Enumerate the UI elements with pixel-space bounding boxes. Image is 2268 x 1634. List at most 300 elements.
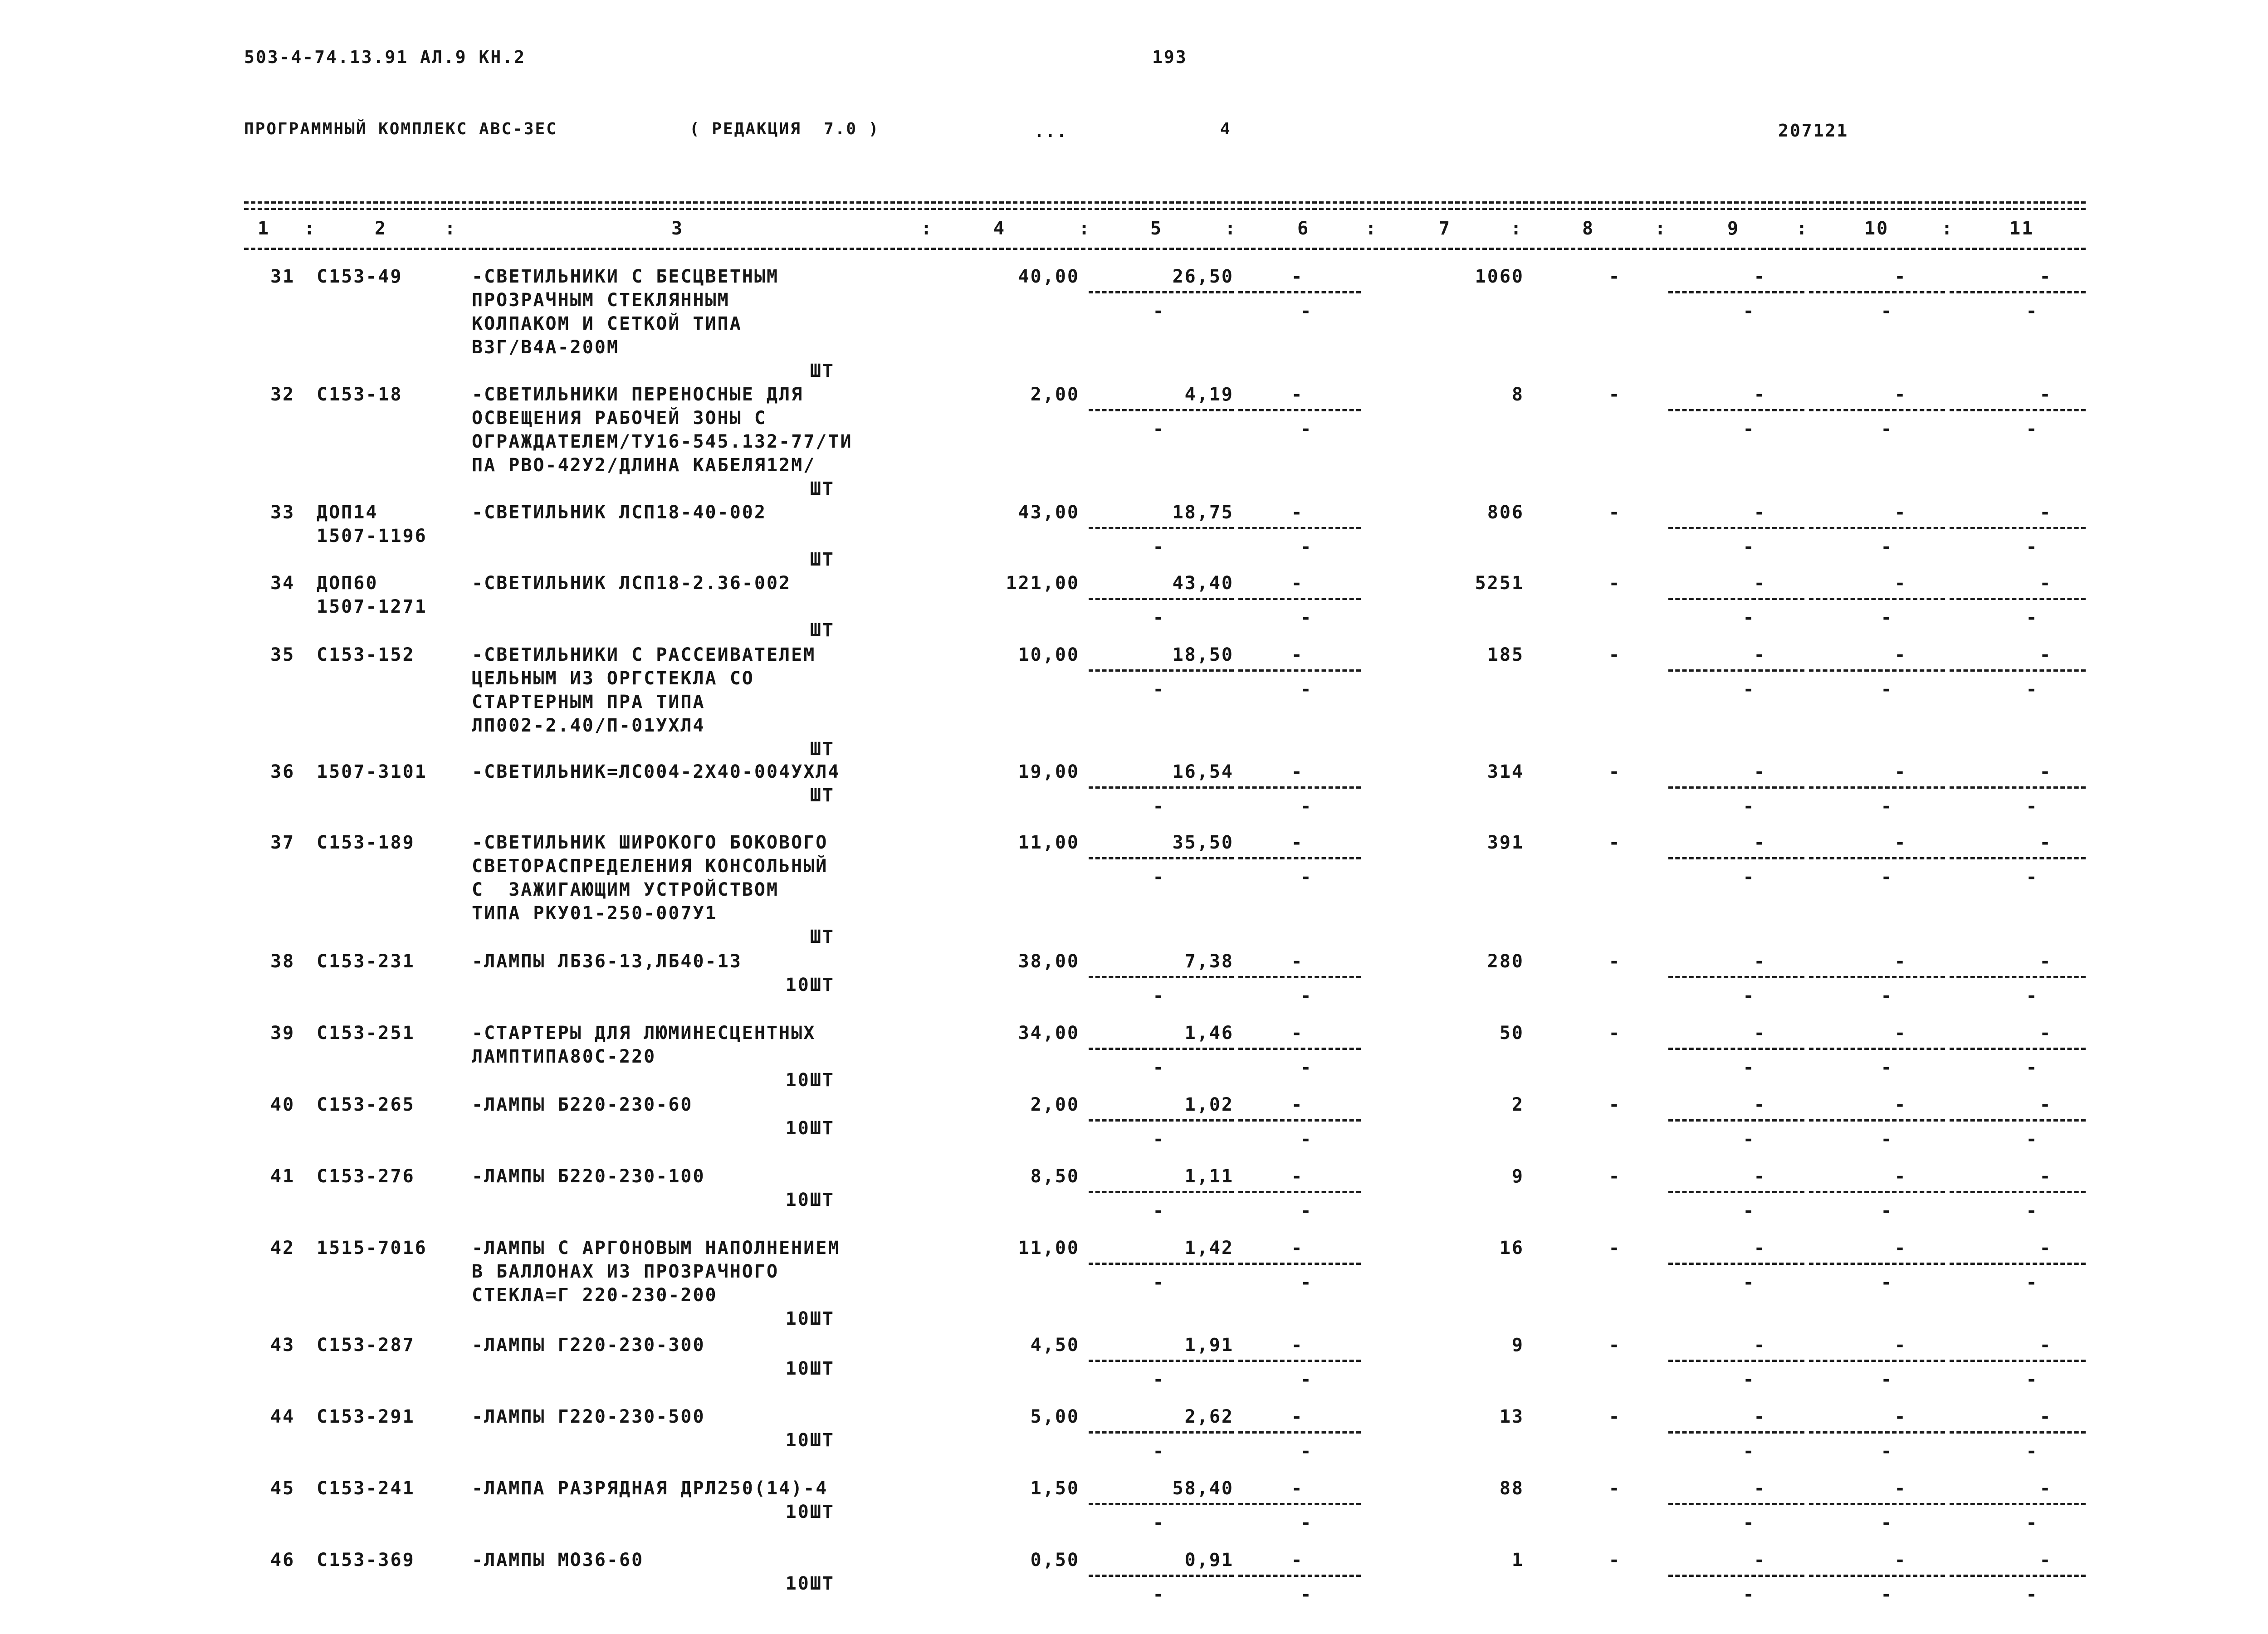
row-subvalue-dash: - (1153, 1057, 1165, 1078)
row-rule-col5 (1089, 1360, 1234, 1362)
row-col5-price: 1,91 (1184, 1335, 1234, 1356)
row-code: ДОП60 (317, 573, 378, 594)
row-subvalue-dash: - (1300, 607, 1313, 628)
row-subvalue-dash: - (1153, 1129, 1165, 1150)
row-col11: - (2039, 384, 2052, 405)
row-rule-col5 (1089, 1575, 1234, 1577)
row-description-line: -ЛАМПЫ Г220-230-300 (472, 1335, 705, 1356)
row-code: С153-241 (317, 1478, 415, 1499)
row-rule-col6 (1238, 1503, 1361, 1505)
row-unit: ШТ (810, 361, 835, 381)
row-col7-total: 8 (1511, 384, 1524, 405)
row-description-line: -ЛАМПЫ ЛБ36-13,ЛБ40-13 (472, 951, 742, 972)
row-subvalue-dash: - (1881, 985, 1893, 1006)
row-rule-col10 (1809, 857, 1945, 859)
row-code: С153-291 (317, 1406, 415, 1427)
row-subvalue-dash: - (1743, 1512, 1755, 1533)
row-col11: - (2039, 1478, 2052, 1499)
row-col8: - (1608, 1478, 1621, 1499)
document-code: 503-4-74.13.91 АЛ.9 КН.2 (244, 47, 526, 67)
row-col9: - (1754, 502, 1766, 523)
row-rule-col9 (1668, 976, 1804, 978)
row-rule-col10 (1809, 527, 1945, 529)
row-rule-col11 (1950, 1119, 2086, 1122)
row-subvalue-dash: - (2026, 1200, 2038, 1221)
row-rule-col5 (1089, 1191, 1234, 1193)
row-number: 41 (270, 1166, 295, 1187)
row-rule-col10 (1809, 409, 1945, 411)
row-subvalue-dash: - (1153, 301, 1165, 322)
row-col9: - (1754, 266, 1766, 287)
row-subvalue-dash: - (1300, 1200, 1313, 1221)
row-rule-col10 (1809, 786, 1945, 789)
row-subvalue-dash: - (1743, 1272, 1755, 1293)
row-col7-total: 391 (1487, 832, 1524, 853)
row-description-line: -СВЕТИЛЬНИК ШИРОКОГО БОКОВОГО (472, 832, 828, 853)
row-col4-qty: 38,00 (1018, 951, 1080, 972)
row-col4-qty: 121,00 (1006, 573, 1080, 594)
row-rule-col11 (1950, 1263, 2086, 1265)
row-col6: - (1291, 644, 1304, 665)
row-col10: - (1894, 832, 1907, 853)
row-subvalue-dash: - (2026, 1512, 2038, 1533)
row-col7-total: 9 (1511, 1335, 1524, 1356)
program-edition: ( РЕДАКЦИЯ 7.0 ) (689, 120, 880, 138)
row-subvalue-dash: - (1881, 796, 1893, 817)
row-col6: - (1291, 1166, 1304, 1187)
row-number: 37 (270, 832, 295, 853)
row-subvalue-dash: - (1300, 419, 1313, 439)
row-rule-col6 (1238, 669, 1361, 672)
row-description-line: ЛП002-2.40/П-01УХЛ4 (472, 715, 705, 736)
row-subvalue-dash: - (1881, 1129, 1893, 1150)
row-col9: - (1754, 1023, 1766, 1044)
row-description-line: -СТАРТЕРЫ ДЛЯ ЛЮМИНЕСЦЕНТНЫХ (472, 1023, 816, 1044)
row-description-line: -СВЕТИЛЬНИКИ С РАССЕИВАТЕЛЕМ (472, 644, 816, 665)
row-code: С153-369 (317, 1550, 415, 1571)
row-rule-col5 (1089, 1119, 1234, 1122)
column-separator: : (1079, 218, 1091, 239)
row-subvalue-dash: - (1881, 679, 1893, 700)
row-subvalue-dash: - (1881, 1057, 1893, 1078)
row-col7-total: 1 (1511, 1550, 1524, 1571)
row-description-line: СТАРТЕРНЫМ ПРА ТИПА (472, 692, 705, 712)
row-rule-col9 (1668, 1575, 1804, 1577)
row-col8: - (1608, 384, 1621, 405)
row-subvalue-dash: - (1300, 537, 1313, 557)
row-col4-qty: 4,50 (1030, 1335, 1080, 1356)
row-rule-col10 (1809, 1503, 1945, 1505)
row-col11: - (2039, 266, 2052, 287)
row-code-secondary: 1507-1196 (317, 526, 427, 546)
row-col9: - (1754, 1335, 1766, 1356)
row-col9: - (1754, 1094, 1766, 1115)
row-number: 46 (270, 1550, 295, 1571)
row-col5-price: 18,50 (1172, 644, 1234, 665)
row-rule-col10 (1809, 1360, 1945, 1362)
row-subvalue-dash: - (2026, 1584, 2038, 1605)
row-rule-col10 (1809, 1191, 1945, 1193)
row-description-line: -СВЕТИЛЬНИК=ЛС004-2Х40-004УХЛ4 (472, 761, 841, 782)
row-rule-col6 (1238, 1048, 1361, 1050)
row-subvalue-dash: - (2026, 1441, 2038, 1462)
row-subvalue-dash: - (1153, 1512, 1165, 1533)
row-col7-total: 2 (1511, 1094, 1524, 1115)
row-description-line: -ЛАМПЫ МО36-60 (472, 1550, 644, 1571)
program-name: ПРОГРАММНЫЙ КОМПЛЕКС АВС-3ЕС (244, 120, 557, 138)
column-number: 4 (993, 218, 1006, 239)
row-subvalue-dash: - (1153, 796, 1165, 817)
row-col8: - (1608, 1023, 1621, 1044)
row-unit: ШТ (810, 549, 835, 570)
header-dots: ... (1034, 122, 1068, 141)
row-col10: - (1894, 644, 1907, 665)
row-subvalue-dash: - (1300, 1584, 1313, 1605)
row-subvalue-dash: - (1743, 419, 1755, 439)
row-rule-col11 (1950, 1360, 2086, 1362)
row-col4-qty: 40,00 (1018, 266, 1080, 287)
row-col8: - (1608, 1406, 1621, 1427)
column-number: 10 (1864, 218, 1889, 239)
row-subvalue-dash: - (1300, 867, 1313, 888)
row-col5-price: 35,50 (1172, 832, 1234, 853)
row-col6: - (1291, 266, 1304, 287)
row-col9: - (1754, 644, 1766, 665)
row-rule-col6 (1238, 1119, 1361, 1122)
row-rule-col10 (1809, 1119, 1945, 1122)
row-number: 42 (270, 1238, 295, 1258)
row-unit: ШТ (810, 620, 835, 641)
row-rule-col6 (1238, 1575, 1361, 1577)
row-rule-col9 (1668, 527, 1804, 529)
row-col5-price: 1,11 (1184, 1166, 1234, 1187)
row-col6: - (1291, 1478, 1304, 1499)
column-separator: : (1510, 218, 1523, 239)
row-col10: - (1894, 1406, 1907, 1427)
column-number: 9 (1727, 218, 1740, 239)
row-code: С153-287 (317, 1335, 415, 1356)
row-col11: - (2039, 1023, 2052, 1044)
row-code: С153-276 (317, 1166, 415, 1187)
row-rule-col5 (1089, 669, 1234, 672)
row-subvalue-dash: - (1743, 679, 1755, 700)
row-subvalue-dash: - (1743, 301, 1755, 322)
row-col10: - (1894, 266, 1907, 287)
row-rule-col11 (1950, 1503, 2086, 1505)
row-rule-col6 (1238, 1431, 1361, 1434)
row-subvalue-dash: - (2026, 607, 2038, 628)
row-subvalue-dash: - (1300, 985, 1313, 1006)
row-col10: - (1894, 384, 1907, 405)
row-col11: - (2039, 1335, 2052, 1356)
row-description-line: ПРОЗРАЧНЫМ СТЕКЛЯННЫМ (472, 290, 730, 311)
row-rule-col10 (1809, 1431, 1945, 1434)
row-rule-col6 (1238, 1191, 1361, 1193)
row-col4-qty: 5,00 (1030, 1406, 1080, 1427)
row-subvalue-dash: - (1881, 607, 1893, 628)
row-rule-col6 (1238, 291, 1361, 293)
row-rule-col9 (1668, 1191, 1804, 1193)
row-subvalue-dash: - (1743, 985, 1755, 1006)
row-subvalue-dash: - (1743, 1369, 1755, 1390)
row-subvalue-dash: - (1300, 1369, 1313, 1390)
column-number: 8 (1582, 218, 1595, 239)
row-subvalue-dash: - (1743, 607, 1755, 628)
row-col11: - (2039, 1094, 2052, 1115)
row-unit: 10ШТ (785, 1190, 835, 1210)
table-top-rule-1 (244, 201, 2086, 204)
row-subvalue-dash: - (1300, 1057, 1313, 1078)
row-rule-col5 (1089, 976, 1234, 978)
row-col6: - (1291, 384, 1304, 405)
row-number: 33 (270, 502, 295, 523)
row-subvalue-dash: - (1153, 867, 1165, 888)
row-col8: - (1608, 573, 1621, 594)
row-description-line: ТИПА РКУ01-250-007У1 (472, 903, 718, 924)
row-subvalue-dash: - (1153, 537, 1165, 557)
row-description-line: ЦЕЛЬНЫМ ИЗ ОРГСТЕКЛА СО (472, 668, 754, 689)
row-unit: 10ШТ (785, 1573, 835, 1594)
row-col8: - (1608, 644, 1621, 665)
row-code: С153-231 (317, 951, 415, 972)
row-col7-total: 16 (1499, 1238, 1524, 1258)
row-col5-price: 26,50 (1172, 266, 1234, 287)
row-col5-price: 0,91 (1184, 1550, 1234, 1571)
row-subvalue-dash: - (2026, 796, 2038, 817)
row-rule-col11 (1950, 669, 2086, 672)
row-description-line: ОСВЕЩЕНИЯ РАБОЧЕЙ ЗОНЫ С (472, 408, 767, 429)
row-col10: - (1894, 1550, 1907, 1571)
column-number: 7 (1439, 218, 1452, 239)
row-subvalue-dash: - (1300, 1512, 1313, 1533)
row-rule-col10 (1809, 669, 1945, 672)
row-subvalue-dash: - (1743, 1584, 1755, 1605)
row-subvalue-dash: - (1300, 796, 1313, 817)
row-col9: - (1754, 832, 1766, 853)
row-code: С153-265 (317, 1094, 415, 1115)
row-subvalue-dash: - (1881, 1200, 1893, 1221)
row-col7-total: 5251 (1475, 573, 1524, 594)
row-rule-col6 (1238, 409, 1361, 411)
row-col10: - (1894, 1335, 1907, 1356)
row-col7-total: 9 (1511, 1166, 1524, 1187)
row-col9: - (1754, 1478, 1766, 1499)
row-rule-col10 (1809, 1263, 1945, 1265)
row-col11: - (2039, 761, 2052, 782)
row-description-line: -СВЕТИЛЬНИК ЛСП18-40-002 (472, 502, 767, 523)
row-code-secondary: 1507-1271 (317, 596, 427, 617)
row-unit: 10ШТ (785, 1308, 835, 1329)
row-col6: - (1291, 1023, 1304, 1044)
row-col8: - (1608, 1335, 1621, 1356)
row-code: С153-18 (317, 384, 403, 405)
row-col6: - (1291, 502, 1304, 523)
row-number: 36 (270, 761, 295, 782)
row-col10: - (1894, 502, 1907, 523)
row-description-line: -ЛАМПЫ Г220-230-500 (472, 1406, 705, 1427)
row-col6: - (1291, 1094, 1304, 1115)
row-subvalue-dash: - (1153, 607, 1165, 628)
column-separator: : (445, 218, 457, 239)
row-col4-qty: 43,00 (1018, 502, 1080, 523)
row-rule-col5 (1089, 1431, 1234, 1434)
row-description-line: -СВЕТИЛЬНИК ЛСП18-2.36-002 (472, 573, 792, 594)
column-separator: : (1365, 218, 1378, 239)
row-rule-col11 (1950, 291, 2086, 293)
row-col5-price: 7,38 (1184, 951, 1234, 972)
table-header-rule (244, 248, 2086, 250)
row-subvalue-dash: - (1153, 1200, 1165, 1221)
row-subvalue-dash: - (2026, 1057, 2038, 1078)
row-subvalue-dash: - (1881, 1441, 1893, 1462)
row-rule-col5 (1089, 1048, 1234, 1050)
column-separator: : (304, 218, 317, 239)
page-number: 193 (1152, 47, 1188, 67)
row-col4-qty: 34,00 (1018, 1023, 1080, 1044)
row-subvalue-dash: - (1153, 985, 1165, 1006)
row-rule-col9 (1668, 409, 1804, 411)
column-number: 1 (258, 218, 270, 239)
row-rule-col5 (1089, 598, 1234, 600)
column-separator: : (1225, 218, 1237, 239)
row-rule-col6 (1238, 527, 1361, 529)
row-col7-total: 185 (1487, 644, 1524, 665)
row-subvalue-dash: - (1153, 1369, 1165, 1390)
row-description-line: ЛАМПТИПА80С-220 (472, 1046, 656, 1067)
row-number: 44 (270, 1406, 295, 1427)
row-rule-col11 (1950, 1575, 2086, 1577)
row-subvalue-dash: - (1153, 1272, 1165, 1293)
row-code: С153-49 (317, 266, 403, 287)
row-subvalue-dash: - (1743, 867, 1755, 888)
row-rule-col11 (1950, 976, 2086, 978)
row-col5-price: 1,42 (1184, 1238, 1234, 1258)
row-rule-col11 (1950, 409, 2086, 411)
row-col10: - (1894, 1094, 1907, 1115)
row-col10: - (1894, 761, 1907, 782)
column-number: 2 (375, 218, 387, 239)
row-col11: - (2039, 1238, 2052, 1258)
row-subvalue-dash: - (1743, 537, 1755, 557)
row-col5-price: 1,02 (1184, 1094, 1234, 1115)
row-col5-price: 1,46 (1184, 1023, 1234, 1044)
row-subvalue-dash: - (1300, 679, 1313, 700)
row-subvalue-dash: - (1881, 301, 1893, 322)
row-col7-total: 314 (1487, 761, 1524, 782)
row-description-line: ПА РВО-42У2/ДЛИНА КАБЕЛЯ12М/ (472, 455, 816, 476)
row-number: 40 (270, 1094, 295, 1115)
row-code: С153-152 (317, 644, 415, 665)
row-description-line: ВЗГ/В4А-200М (472, 337, 619, 358)
row-rule-col10 (1809, 291, 1945, 293)
row-rule-col9 (1668, 291, 1804, 293)
row-subvalue-dash: - (1153, 679, 1165, 700)
row-rule-col5 (1089, 1263, 1234, 1265)
row-unit: 10ШТ (785, 1070, 835, 1091)
row-col7-total: 280 (1487, 951, 1524, 972)
row-subvalue-dash: - (1743, 796, 1755, 817)
row-col8: - (1608, 951, 1621, 972)
row-col9: - (1754, 1238, 1766, 1258)
row-subvalue-dash: - (1300, 1441, 1313, 1462)
row-subvalue-dash: - (1300, 1272, 1313, 1293)
row-col9: - (1754, 1166, 1766, 1187)
row-number: 38 (270, 951, 295, 972)
row-rule-col5 (1089, 527, 1234, 529)
row-rule-col9 (1668, 598, 1804, 600)
row-unit: 10ШТ (785, 975, 835, 995)
row-col4-qty: 2,00 (1030, 1094, 1080, 1115)
row-col4-qty: 1,50 (1030, 1478, 1080, 1499)
row-unit: 10ШТ (785, 1358, 835, 1379)
row-col4-qty: 19,00 (1018, 761, 1080, 782)
row-col10: - (1894, 951, 1907, 972)
row-rule-col9 (1668, 669, 1804, 672)
row-subvalue-dash: - (2026, 419, 2038, 439)
row-rule-col11 (1950, 1048, 2086, 1050)
row-rule-col5 (1089, 786, 1234, 789)
row-subvalue-dash: - (1300, 301, 1313, 322)
row-col11: - (2039, 502, 2052, 523)
row-unit: ШТ (810, 739, 835, 760)
row-col6: - (1291, 761, 1304, 782)
row-rule-col6 (1238, 857, 1361, 859)
row-col6: - (1291, 832, 1304, 853)
row-description-line: СВЕТОРАСПРЕДЕЛЕНИЯ КОНСОЛЬНЫЙ (472, 856, 828, 877)
row-col8: - (1608, 832, 1621, 853)
row-col5-price: 18,75 (1172, 502, 1234, 523)
row-subvalue-dash: - (1743, 1200, 1755, 1221)
column-number: 3 (671, 218, 684, 239)
row-description-line: -ЛАМПА РАЗРЯДНАЯ ДРЛ250(14)-4 (472, 1478, 828, 1499)
row-col5-price: 4,19 (1184, 384, 1234, 405)
row-rule-col6 (1238, 976, 1361, 978)
row-description-line: ОГРАЖДАТЕЛЕМ/ТУ16-545.132-77/ТИ (472, 431, 853, 452)
row-description-line: С ЗАЖИГАЮЩИМ УСТРОЙСТВОМ (472, 879, 779, 900)
row-col4-qty: 11,00 (1018, 832, 1080, 853)
row-description-line: СТЕКЛА=Г 220-230-200 (472, 1285, 718, 1306)
row-code: С153-251 (317, 1023, 415, 1044)
row-description-line: -ЛАМПЫ Б220-230-100 (472, 1166, 705, 1187)
row-col10: - (1894, 1238, 1907, 1258)
row-col11: - (2039, 951, 2052, 972)
row-col5-price: 16,54 (1172, 761, 1234, 782)
row-col11: - (2039, 644, 2052, 665)
row-col9: - (1754, 1550, 1766, 1571)
row-col10: - (1894, 1023, 1907, 1044)
row-rule-col10 (1809, 1048, 1945, 1050)
column-separator: : (1796, 218, 1809, 239)
row-rule-col9 (1668, 1048, 1804, 1050)
row-col4-qty: 11,00 (1018, 1238, 1080, 1258)
row-col4-qty: 8,50 (1030, 1166, 1080, 1187)
row-number: 31 (270, 266, 295, 287)
table-top-rule-2 (244, 208, 2086, 210)
row-subvalue-dash: - (1881, 1584, 1893, 1605)
row-rule-col9 (1668, 1263, 1804, 1265)
row-col9: - (1754, 384, 1766, 405)
row-number: 34 (270, 573, 295, 594)
row-col11: - (2039, 832, 2052, 853)
row-subvalue-dash: - (2026, 537, 2038, 557)
row-number: 43 (270, 1335, 295, 1356)
row-col5-price: 58,40 (1172, 1478, 1234, 1499)
row-col11: - (2039, 1166, 2052, 1187)
row-col10: - (1894, 1478, 1907, 1499)
row-col10: - (1894, 1166, 1907, 1187)
row-rule-col11 (1950, 1431, 2086, 1434)
row-unit: ШТ (810, 478, 835, 499)
